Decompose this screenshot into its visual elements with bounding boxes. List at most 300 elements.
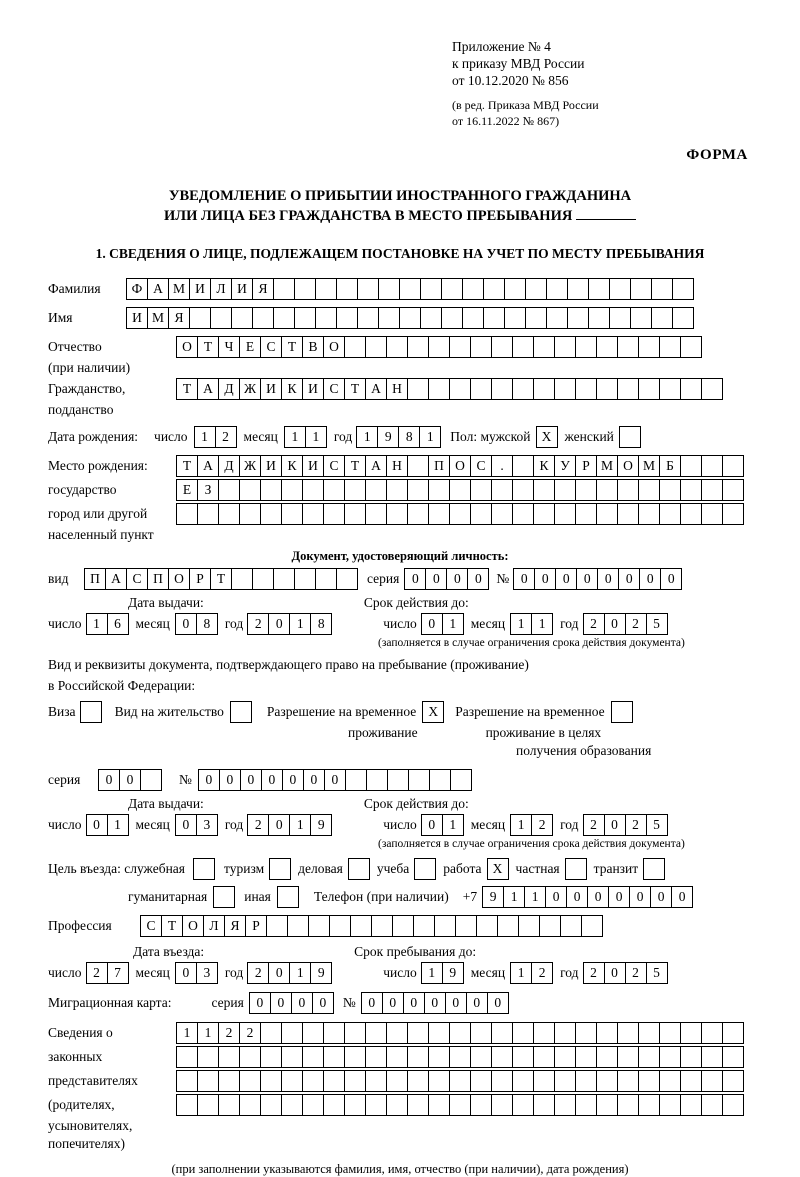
cell[interactable]: 0 [175,814,197,836]
cell[interactable] [260,1070,282,1092]
cell[interactable] [575,503,597,525]
id-valid-month-input[interactable] [510,613,552,635]
surname-input[interactable] [126,278,693,300]
cell[interactable]: 0 [268,962,290,984]
cell[interactable] [560,915,582,937]
cell[interactable] [554,1070,576,1092]
cell[interactable]: 0 [618,568,640,590]
cell[interactable]: Е [176,479,198,501]
cell[interactable] [554,378,576,400]
cell[interactable]: 2 [218,1022,240,1044]
cell[interactable] [218,1046,240,1068]
cell[interactable] [483,307,505,329]
cell[interactable]: 1 [194,426,216,448]
legal-rep-line-3[interactable] [176,1070,743,1092]
cell[interactable]: Р [575,455,597,477]
cell[interactable] [651,307,673,329]
cell[interactable] [365,1046,387,1068]
cell[interactable]: Р [245,915,267,937]
cell[interactable] [277,886,299,908]
cell[interactable]: Ж [239,455,261,477]
cell[interactable] [554,1022,576,1044]
cell[interactable] [365,479,387,501]
cell[interactable]: С [140,915,162,937]
cell[interactable]: К [281,455,303,477]
cell[interactable] [218,1070,240,1092]
cell[interactable] [533,479,555,501]
cell[interactable] [470,1070,492,1092]
cell[interactable] [407,479,429,501]
migr-series-input[interactable] [249,992,333,1014]
cell[interactable]: Л [210,278,232,300]
stay-year-input[interactable] [583,962,667,984]
perm-issue-day-input[interactable] [86,814,128,836]
cell[interactable]: Т [161,915,183,937]
cell[interactable] [239,1070,261,1092]
cell[interactable]: 1 [86,613,108,635]
cell[interactable] [462,278,484,300]
cell[interactable] [470,1046,492,1068]
cell[interactable] [176,1046,198,1068]
cell[interactable] [344,479,366,501]
cell[interactable]: Т [210,568,232,590]
cell[interactable] [722,503,744,525]
entry-month-input[interactable] [175,962,217,984]
cell[interactable]: О [182,915,204,937]
cell[interactable] [344,1070,366,1092]
cell[interactable]: Д [218,455,240,477]
cell[interactable]: 0 [650,886,672,908]
cell[interactable] [512,336,534,358]
cell[interactable] [218,479,240,501]
cell[interactable] [497,915,519,937]
cell[interactable] [344,1022,366,1044]
cell[interactable]: 0 [629,886,651,908]
cell[interactable] [365,1022,387,1044]
cell[interactable]: О [617,455,639,477]
cell[interactable]: П [428,455,450,477]
cell[interactable]: Я [224,915,246,937]
cell[interactable] [357,307,379,329]
cell[interactable]: 0 [424,992,446,1014]
perm-number-input[interactable] [198,769,471,791]
cell[interactable] [659,378,681,400]
cell[interactable] [512,1094,534,1116]
birthplace-line-3[interactable] [176,503,743,525]
cell[interactable]: 3 [196,814,218,836]
cell[interactable] [491,503,513,525]
cell[interactable]: 6 [107,613,129,635]
cell[interactable] [273,278,295,300]
visa-checkbox[interactable] [80,701,101,723]
cell[interactable] [213,886,235,908]
cell[interactable] [239,503,261,525]
cell[interactable] [281,479,303,501]
cell[interactable] [323,1046,345,1068]
cell[interactable]: К [533,455,555,477]
cell[interactable] [455,915,477,937]
cell[interactable]: А [105,568,127,590]
cell[interactable] [512,1022,534,1044]
birth-month-input[interactable] [284,426,326,448]
cell[interactable] [386,1022,408,1044]
edu-res-checkbox[interactable] [611,701,632,723]
id-issue-day-input[interactable] [86,613,128,635]
perm-series-input[interactable] [98,769,161,791]
cell[interactable] [491,479,513,501]
cell[interactable] [701,479,723,501]
cell[interactable]: 0 [604,962,626,984]
cell[interactable] [449,479,471,501]
cell[interactable] [407,455,429,477]
cell[interactable] [680,479,702,501]
cell[interactable]: И [126,307,148,329]
cell[interactable]: 0 [382,992,404,1014]
cell[interactable] [512,378,534,400]
cell[interactable] [408,769,430,791]
cell[interactable] [609,278,631,300]
cell[interactable] [329,915,351,937]
cell[interactable] [659,1046,681,1068]
cell[interactable] [554,336,576,358]
cell[interactable] [287,915,309,937]
cell[interactable] [630,307,652,329]
cell[interactable] [239,1094,261,1116]
cell[interactable]: К [281,378,303,400]
cell[interactable]: 0 [261,769,283,791]
cell[interactable] [680,455,702,477]
cell[interactable]: 2 [86,962,108,984]
cell[interactable] [428,1046,450,1068]
cell[interactable] [722,455,744,477]
purpose-work-checkbox[interactable] [487,858,508,880]
cell[interactable]: Ф [126,278,148,300]
cell[interactable] [239,1046,261,1068]
cell[interactable]: 1 [289,613,311,635]
patronymic-input[interactable] [176,336,701,358]
cell[interactable] [659,1094,681,1116]
cell[interactable] [680,1046,702,1068]
cell[interactable] [281,1070,303,1092]
cell[interactable] [596,1094,618,1116]
cell[interactable] [323,1070,345,1092]
cell[interactable]: Я [252,278,274,300]
cell[interactable] [470,503,492,525]
cell[interactable] [567,278,589,300]
id-series-input[interactable] [404,568,488,590]
cell[interactable]: Б [659,455,681,477]
cell[interactable] [378,278,400,300]
id-issue-month-input[interactable] [175,613,217,635]
cell[interactable] [308,915,330,937]
cell[interactable]: 8 [398,426,420,448]
cell[interactable] [197,1094,219,1116]
cell[interactable] [533,378,555,400]
cell[interactable]: 0 [534,568,556,590]
cell[interactable]: И [260,378,282,400]
cell[interactable] [281,503,303,525]
cell[interactable] [273,568,295,590]
stay-month-input[interactable] [510,962,552,984]
birth-day-input[interactable] [194,426,236,448]
cell[interactable] [491,1022,513,1044]
cell[interactable]: М [168,278,190,300]
cell[interactable]: 9 [310,962,332,984]
cell[interactable]: А [197,455,219,477]
id-valid-day-input[interactable] [421,613,463,635]
cell[interactable]: А [197,378,219,400]
cell[interactable] [269,858,291,880]
cell[interactable] [399,278,421,300]
purpose-study-checkbox[interactable] [414,858,435,880]
cell[interactable]: 8 [196,613,218,635]
cell[interactable] [315,568,337,590]
cell[interactable] [140,769,162,791]
cell[interactable] [680,1094,702,1116]
cell[interactable] [210,307,232,329]
cell[interactable] [365,1070,387,1092]
cell[interactable] [231,568,253,590]
cell[interactable] [659,1022,681,1044]
cell[interactable] [701,455,723,477]
cell[interactable] [366,769,388,791]
cell[interactable]: 1 [419,426,441,448]
cell[interactable] [428,1022,450,1044]
cell[interactable]: 2 [583,613,605,635]
cell[interactable] [302,1094,324,1116]
id-number-input[interactable] [513,568,681,590]
cell[interactable] [567,307,589,329]
cell[interactable] [476,915,498,937]
cell[interactable]: 0 [268,814,290,836]
cell[interactable] [617,479,639,501]
cell[interactable] [533,1094,555,1116]
cell[interactable] [491,1094,513,1116]
cell[interactable] [323,503,345,525]
cell[interactable] [722,1046,744,1068]
purpose-transit-checkbox[interactable] [643,858,664,880]
cell[interactable] [350,915,372,937]
cell[interactable]: 2 [247,613,269,635]
cell[interactable] [581,915,603,937]
cell[interactable] [266,915,288,937]
cell[interactable]: 3 [196,962,218,984]
cell[interactable] [554,479,576,501]
perm-valid-year-input[interactable] [583,814,667,836]
cell[interactable] [302,1070,324,1092]
cell[interactable]: 2 [583,962,605,984]
cell[interactable] [386,1094,408,1116]
cell[interactable]: А [147,278,169,300]
cell[interactable] [512,455,534,477]
cell[interactable] [260,1022,282,1044]
cell[interactable] [680,378,702,400]
cell[interactable] [193,858,215,880]
purpose-service-checkbox[interactable] [193,858,214,880]
cell[interactable] [449,1070,471,1092]
cell[interactable] [659,1070,681,1092]
cell[interactable] [630,278,652,300]
cell[interactable]: 0 [487,992,509,1014]
cell[interactable]: 0 [249,992,271,1014]
cell[interactable] [281,1046,303,1068]
cell[interactable] [189,307,211,329]
cell[interactable]: 0 [312,992,334,1014]
cell[interactable] [434,915,456,937]
cell[interactable] [386,479,408,501]
cell[interactable] [617,378,639,400]
cell[interactable]: Х [422,701,444,723]
cell[interactable] [470,479,492,501]
cell[interactable] [588,278,610,300]
cell[interactable]: 0 [268,613,290,635]
cell[interactable]: О [168,568,190,590]
cell[interactable] [638,479,660,501]
cell[interactable]: О [176,336,198,358]
purpose-private-checkbox[interactable] [565,858,586,880]
cell[interactable] [491,378,513,400]
profession-input[interactable] [140,915,602,937]
cell[interactable]: М [147,307,169,329]
cell[interactable] [407,1046,429,1068]
cell[interactable]: 0 [587,886,609,908]
cell[interactable] [239,479,261,501]
cell[interactable] [722,1094,744,1116]
cell[interactable]: И [260,455,282,477]
cell[interactable]: 0 [545,886,567,908]
cell[interactable] [659,503,681,525]
cell[interactable] [336,278,358,300]
cell[interactable] [365,336,387,358]
residence-checkbox[interactable] [230,701,251,723]
cell[interactable]: Л [203,915,225,937]
cell[interactable] [643,858,665,880]
cell[interactable]: 1 [442,814,464,836]
cell[interactable]: 1 [305,426,327,448]
entry-year-input[interactable] [247,962,331,984]
cell[interactable]: 9 [482,886,504,908]
cell[interactable] [371,915,393,937]
birthplace-line-2[interactable] [176,479,743,501]
birth-year-input[interactable] [356,426,440,448]
cell[interactable] [619,426,641,448]
cell[interactable] [294,307,316,329]
cell[interactable] [449,503,471,525]
cell[interactable] [176,1070,198,1092]
cell[interactable] [336,568,358,590]
cell[interactable] [611,701,633,723]
cell[interactable]: Ж [239,378,261,400]
cell[interactable]: 0 [361,992,383,1014]
cell[interactable] [218,1094,240,1116]
cell[interactable]: 9 [377,426,399,448]
cell[interactable]: 1 [442,613,464,635]
cell[interactable] [680,336,702,358]
id-valid-year-input[interactable] [583,613,667,635]
cell[interactable]: М [638,455,660,477]
cell[interactable] [617,503,639,525]
perm-issue-year-input[interactable] [247,814,331,836]
perm-valid-month-input[interactable] [510,814,552,836]
purpose-tourism-checkbox[interactable] [269,858,290,880]
cell[interactable] [294,278,316,300]
cell[interactable] [399,307,421,329]
cell[interactable]: 0 [324,769,346,791]
cell[interactable] [659,336,681,358]
sex-male-checkbox[interactable] [536,426,557,448]
cell[interactable] [701,1094,723,1116]
cell[interactable]: С [260,336,282,358]
cell[interactable] [539,915,561,937]
cell[interactable]: М [596,455,618,477]
cell[interactable]: 0 [291,992,313,1014]
cell[interactable]: 0 [445,992,467,1014]
cell[interactable]: 0 [604,613,626,635]
cell[interactable]: 1 [197,1022,219,1044]
cell[interactable] [575,336,597,358]
name-input[interactable] [126,307,693,329]
cell[interactable] [504,278,526,300]
cell[interactable] [638,1046,660,1068]
cell[interactable]: 0 [421,613,443,635]
cell[interactable]: 1 [289,814,311,836]
cell[interactable] [638,503,660,525]
cell[interactable]: 0 [446,568,468,590]
cell[interactable] [230,701,252,723]
cell[interactable] [387,769,409,791]
cell[interactable] [80,701,102,723]
cell[interactable]: 0 [303,769,325,791]
cell[interactable] [596,479,618,501]
cell[interactable]: Т [176,378,198,400]
cell[interactable] [449,1094,471,1116]
cell[interactable] [638,1022,660,1044]
cell[interactable] [638,378,660,400]
cell[interactable] [348,858,370,880]
cell[interactable]: 0 [639,568,661,590]
cell[interactable] [533,503,555,525]
cell[interactable] [701,1070,723,1092]
cell[interactable]: Х [487,858,509,880]
cell[interactable] [659,479,681,501]
cell[interactable] [197,503,219,525]
cell[interactable] [365,503,387,525]
cell[interactable] [701,503,723,525]
cell[interactable]: 0 [404,568,426,590]
cell[interactable] [323,479,345,501]
cell[interactable] [197,1046,219,1068]
cell[interactable] [176,503,198,525]
cell[interactable]: 0 [240,769,262,791]
cell[interactable]: 1 [531,613,553,635]
legal-rep-line-1[interactable] [176,1022,743,1044]
cell[interactable]: 2 [583,814,605,836]
cell[interactable] [575,1046,597,1068]
cell[interactable]: Н [386,455,408,477]
cell[interactable] [428,336,450,358]
legal-rep-line-2[interactable] [176,1046,743,1068]
cell[interactable] [470,1022,492,1044]
cell[interactable]: 2 [247,814,269,836]
cell[interactable] [420,307,442,329]
cell[interactable] [533,1070,555,1092]
cell[interactable] [533,1046,555,1068]
temp-res-checkbox[interactable] [422,701,443,723]
cell[interactable]: О [323,336,345,358]
cell[interactable]: 1 [284,426,306,448]
cell[interactable] [428,1094,450,1116]
cell[interactable] [575,1070,597,1092]
